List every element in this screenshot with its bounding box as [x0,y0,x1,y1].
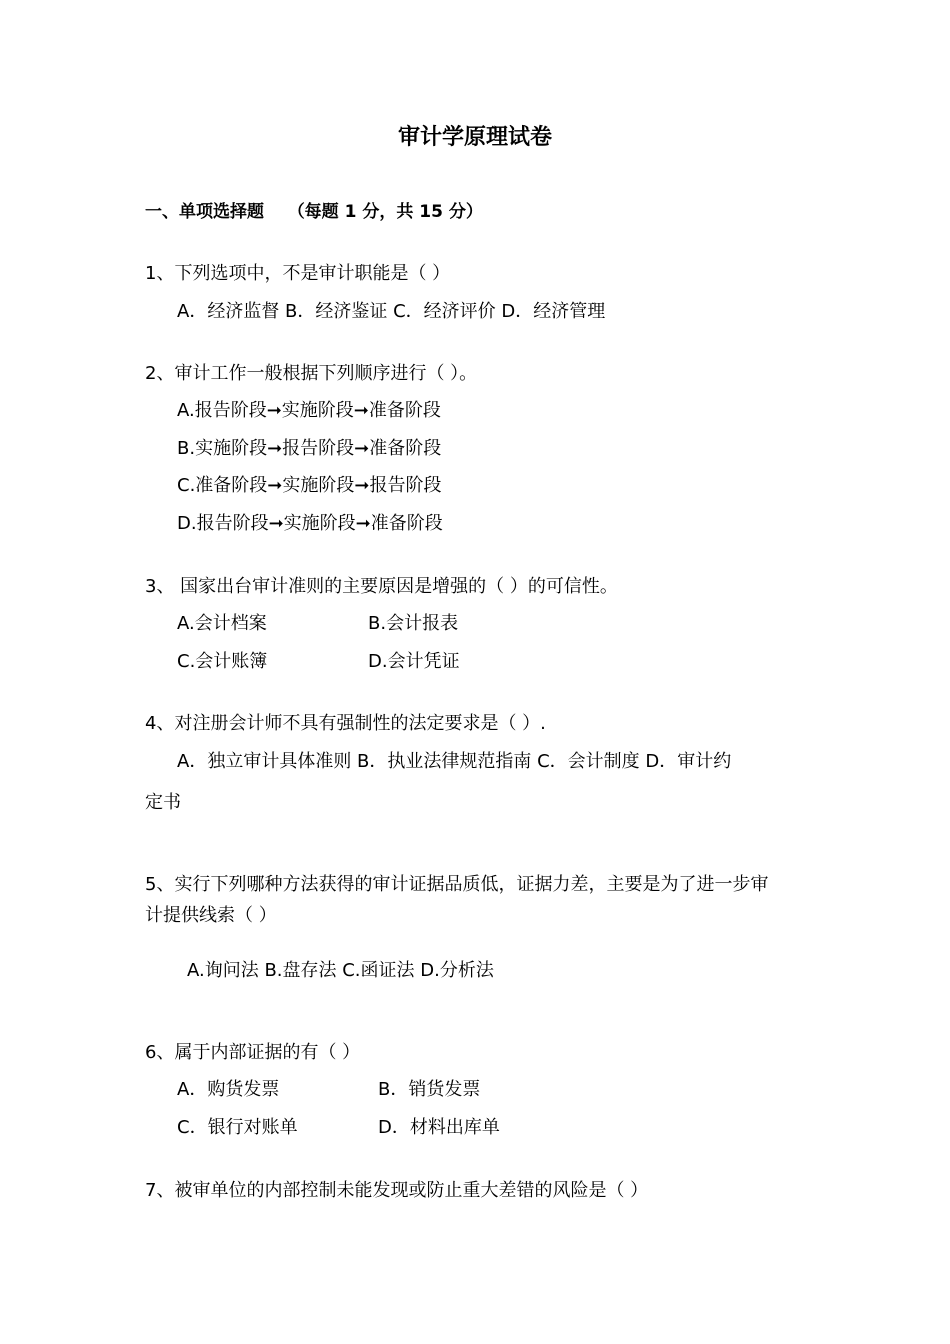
question-6-option-b: B．销货发票 [378,1079,481,1100]
question-4-stem: 4、对注册会计师不具有强制性的法定要求是（ ）. [145,713,546,734]
question-3-stem: 3、 国家出台审计准则的主要原因是增强的（ ）的可信性。 [145,576,618,597]
question-5-options: A.询问法 B.盘存法 C.函证法 D.分析法 [187,960,494,981]
question-2-option-a: A.报告阶段➞实施阶段➞准备阶段 [177,400,441,421]
question-2-option-c: C.准备阶段➞实施阶段➞报告阶段 [177,475,442,496]
question-4-options-wrap: 定书 [145,792,181,813]
question-3-option-b: B.会计报表 [368,613,459,634]
question-4-options: A．独立审计具体准则 B．执业法律规范指南 C．会计制度 D．审计约 [177,751,732,772]
question-3-option-d: D.会计凭证 [368,651,460,672]
question-3-option-c: C.会计账簿 [177,651,268,672]
question-1-options: A．经济监督 B．经济鉴证 C．经济评价 D．经济管理 [177,301,606,322]
question-7-stem: 7、被审单位的内部控制未能发现或防止重大差错的风险是（ ） [145,1180,649,1201]
question-2-stem: 2、审计工作一般根据下列顺序进行（ ）。 [145,363,478,384]
section-heading [145,201,483,223]
question-1-stem: 1、下列选项中，不是审计职能是（ ） [145,263,451,284]
section-heading-label: 一、单项选择题 [145,202,264,222]
section-scoring-note: （每题 1 分，共 15 分） [287,202,483,222]
page-title: 审计学原理试卷 [397,125,552,150]
question-5-stem: 5、实行下列哪种方法获得的审计证据品质低，证据力差，主要是为了进一步审 [145,874,769,895]
question-6-option-d: D．材料出库单 [378,1117,500,1138]
question-6-option-c: C．银行对账单 [177,1117,298,1138]
question-2-option-d: D.报告阶段➞实施阶段➞准备阶段 [177,513,443,534]
question-3-option-a: A.会计档案 [177,613,267,634]
question-6-option-a: A．购货发票 [177,1079,280,1100]
question-2-option-b: B.实施阶段➞报告阶段➞准备阶段 [177,438,442,459]
question-5-stem-wrap: 计提供线索（ ） [145,905,277,926]
question-6-stem: 6、属于内部证据的有（ ） [145,1042,361,1063]
